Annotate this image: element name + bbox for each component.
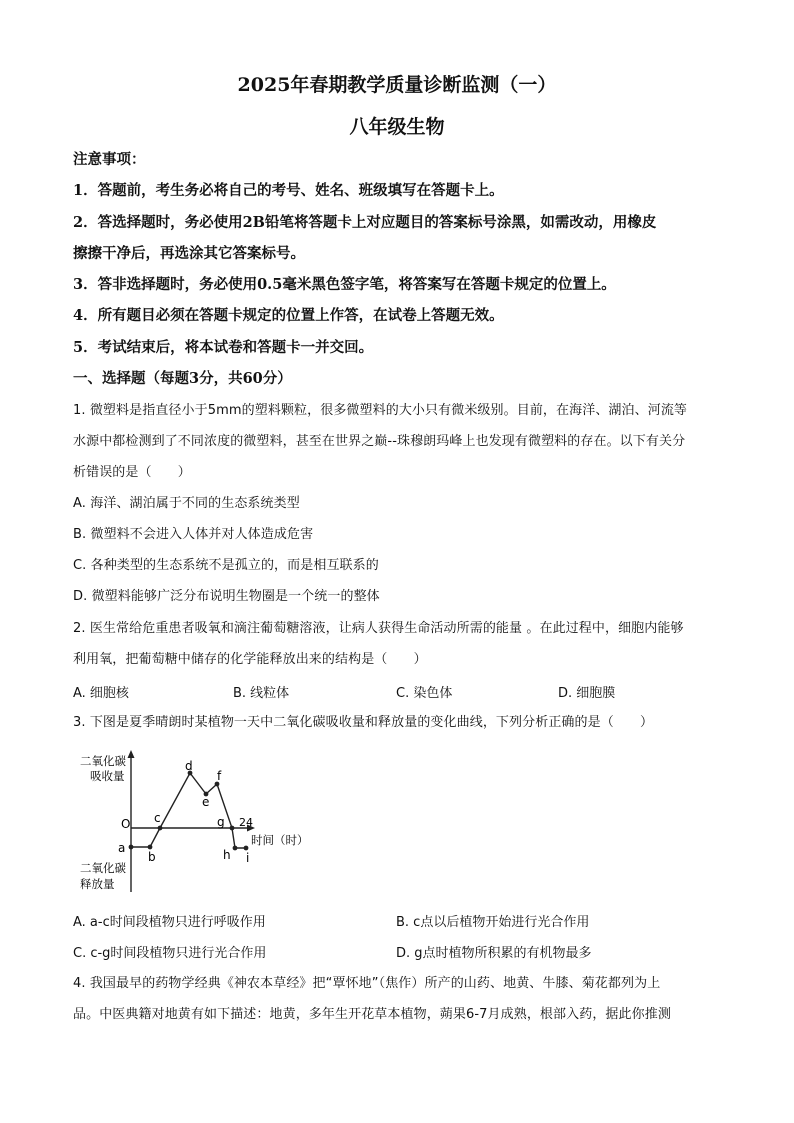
notice-item-3: 3．答非选择题时，务必使用0.5毫米黑色签字笔，将答案写在答题卡规定的位置上。 [73, 276, 616, 293]
section-heading: 一、选择题（每题3分，共60分） [73, 370, 292, 387]
q2-stem-line-2: 利用氧，把葡萄糖中储存的化学能释放出来的结构是（ ） [73, 652, 427, 667]
point-label-d: d [185, 759, 193, 773]
q4-stem-line-1: 4. 我国最早的药物学经典《神农本草经》把“覃怀地”（焦作）所产的山药、地黄、牛膝、菊花都列为上 [73, 976, 661, 991]
notice-item-4: 4．所有题目必须在答题卡规定的位置上作答，在试卷上答题无效。 [73, 307, 504, 324]
point-label-b: b [148, 850, 156, 864]
q1-option-d: D. 微塑料能够广泛分布说明生物圈是一个统一的整体 [73, 589, 380, 604]
origin-label: O [121, 817, 131, 831]
y-axis-arrow [128, 750, 135, 758]
exam-title: 2025年春期教学质量诊断监测（一） [237, 74, 557, 96]
q3-option-c: C. c-g时间段植物只进行光合作用 [73, 946, 267, 961]
q1-stem-line-2: 水源中都检测到了不同浓度的微塑料，甚至在世界之巅--珠穆朗玛峰上也发现有微塑料的存在。以下有关分 [73, 434, 686, 449]
y-top-label-1: 二氧化碳 [80, 754, 126, 768]
y-bottom-label-2: 释放量 [80, 877, 115, 891]
notice-item-2-cont: 擦擦干净后，再选涂其它答案标号。 [73, 245, 305, 262]
point-c [158, 826, 163, 831]
tick-24-label: 24 [239, 816, 253, 829]
point-a [129, 845, 134, 850]
q1-option-c: C. 各种类型的生态系统不是孤立的，而是相互联系的 [73, 558, 379, 573]
point-label-a: a [118, 841, 126, 855]
q2-option-d: D. 细胞膜 [558, 686, 616, 701]
q1-option-b: B. 微塑料不会进入人体并对人体造成危害 [73, 527, 314, 542]
y-top-label-2: 吸收量 [90, 769, 125, 783]
point-label-f: f [217, 769, 222, 783]
point-i [244, 846, 249, 851]
notice-item-5: 5．考试结束后，将本试卷和答题卡一并交回。 [73, 339, 374, 356]
exam-subject: 八年级生物 [349, 116, 445, 138]
q3-stem: 3. 下图是夏季晴朗时某植物一天中二氧化碳吸收量和释放量的变化曲线，下列分析正确的是（ ） [73, 715, 654, 730]
point-b [148, 845, 153, 850]
point-label-e: e [202, 795, 210, 809]
x-axis-label: 时间（时） [251, 833, 309, 847]
q1-stem-line-1: 1. 微塑料是指直径小于5mm的塑料颗粒，很多微塑料的大小只有微米级别。目前，在海洋、湖泊、河流等 [73, 403, 688, 418]
notice-item-1: 1．答题前，考生务必将自己的考号、姓名、班级填写在答题卡上。 [73, 182, 504, 199]
q3-option-a: A. a-c时间段植物只进行呼吸作用 [73, 915, 266, 930]
point-label-g: g [217, 815, 225, 829]
notice-heading: 注意事项： [73, 151, 146, 168]
co2-curve-figure [72, 746, 312, 896]
y-bottom-label-1: 二氧化碳 [80, 861, 126, 875]
q1-option-a: A. 海洋、湖泊属于不同的生态系统类型 [73, 496, 300, 511]
q2-stem-line-1: 2. 医生常给危重患者吸氧和滴注葡萄糖溶液，让病人获得生命活动所需的能量 。在此过程中，细胞内能够 [73, 621, 684, 636]
point-label-i: i [246, 851, 250, 865]
co2-curve [131, 773, 246, 848]
point-g [230, 826, 235, 831]
point-h [233, 846, 238, 851]
q1-stem-line-3: 析错误的是（ ） [73, 465, 191, 480]
q2-option-a: A. 细胞核 [73, 686, 129, 701]
q3-option-b: B. c点以后植物开始进行光合作用 [396, 915, 590, 930]
point-label-h: h [223, 848, 231, 862]
q2-option-c: C. 染色体 [396, 686, 453, 701]
q3-option-d: D. g点时植物所积累的有机物最多 [396, 946, 592, 961]
q2-option-b: B. 线粒体 [233, 686, 290, 701]
q4-stem-line-2: 品。中医典籍对地黄有如下描述：地黄，多年生开花草本植物，蒴果6-7月成熟，根部入药，据此你推测 [73, 1007, 671, 1022]
notice-item-2: 2．答选择题时，务必使用2B铅笔将答题卡上对应题目的答案标号涂黑，如需改动，用橡皮 [73, 214, 657, 231]
point-label-c: c [154, 811, 161, 825]
